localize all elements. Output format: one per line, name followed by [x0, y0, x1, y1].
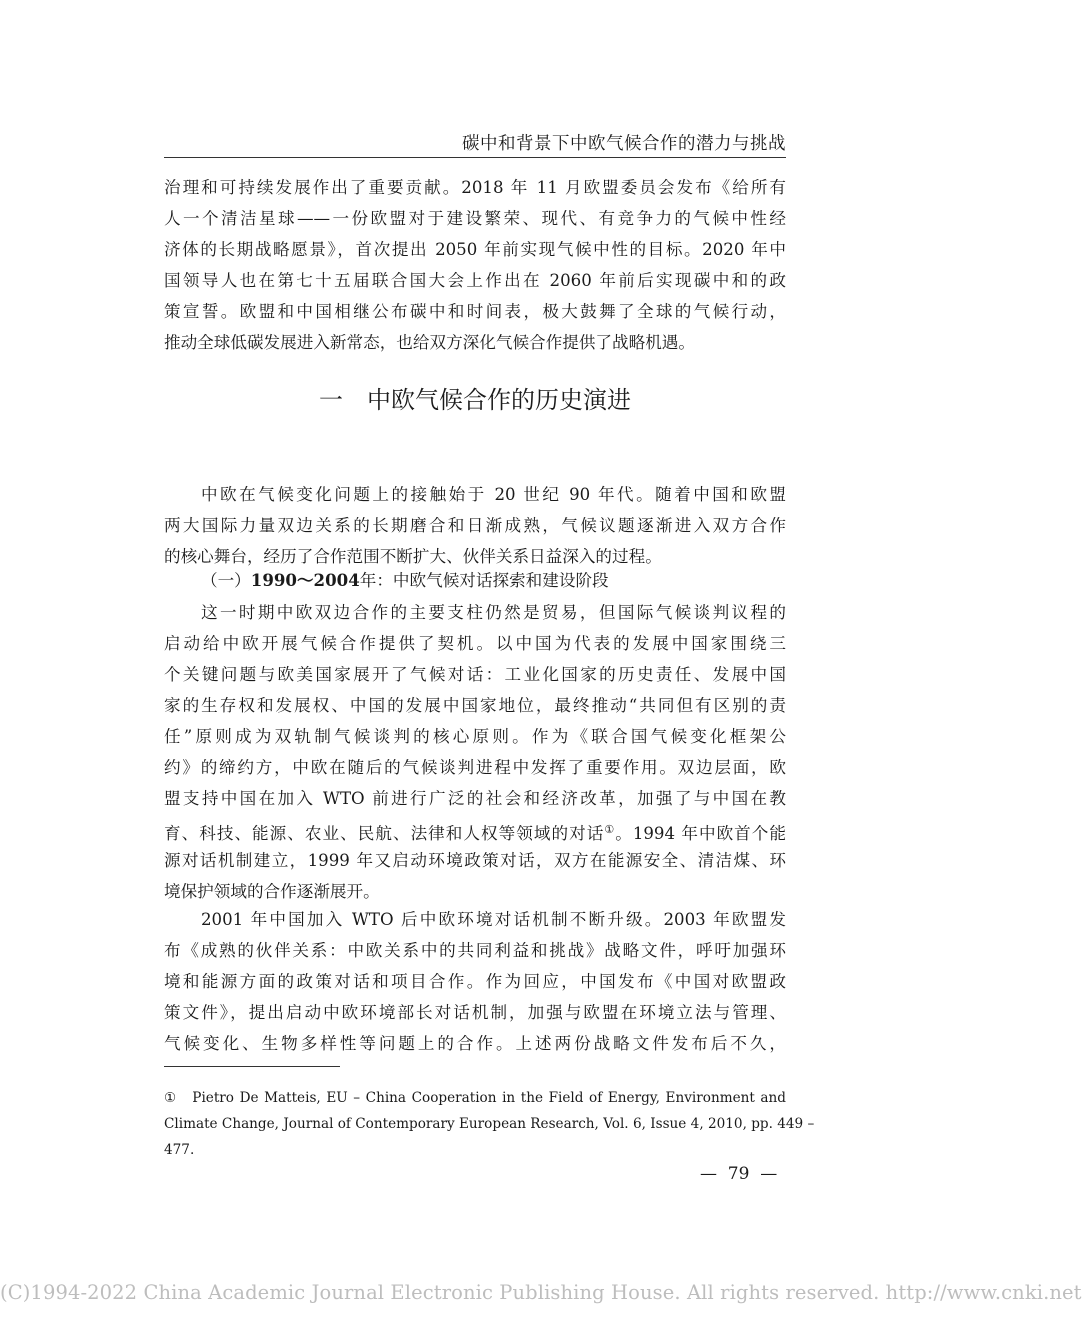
text-line: 启动给中欧开展气候合作提供了契机。以中国为代表的发展中国家围绕三 — [164, 634, 786, 653]
subsection-prefix: （一） — [201, 571, 251, 590]
text-line: 的核心舞台，经历了合作范围不断扩大、伙伴关系日益深入的过程。 — [164, 547, 662, 566]
text-line: 源对话机制建立，1999 年又启动环境政策对话，双方在能源安全、清洁煤、环 — [164, 851, 786, 870]
text-line: 这一时期中欧双边合作的主要支柱仍然是贸易，但国际气候谈判议程的 — [201, 603, 786, 622]
text-line: 气候变化、生物多样性等问题上的合作。上述两份战略文件发布后不久， — [164, 1034, 786, 1053]
text-line: 任”原则成为双轨制气候谈判的核心原则。作为《联合国气候变化框架公 — [164, 727, 786, 746]
text-line: 家的生存权和发展权、中国的发展中国家地位，最终推动“共同但有区别的责 — [164, 696, 786, 715]
text-line: 中欧在气候变化问题上的接触始于 20 世纪 90 年代。随着中国和欧盟 — [201, 485, 786, 504]
text-line: 人一个清洁星球——一份欧盟对于建设繁荣、现代、有竞争力的气候中性经 — [164, 209, 786, 228]
section-title: 一 中欧气候合作的历史演进 — [319, 386, 631, 414]
text-line: 个关键问题与欧美国家展开了气候对话：工业化国家的历史责任、发展中国 — [164, 665, 786, 684]
text-line: 两大国际力量双边关系的长期磨合和日渐成熟，气候议题逐渐进入双方合作 — [164, 516, 786, 535]
text-line: 境保护领域的合作逐渐展开。 — [164, 882, 380, 901]
text-segment: 育、科技、能源、农业、民航、法律和人权等领域的对话 — [164, 824, 605, 843]
copyright-watermark: (C)1994-2022 China Academic Journal Electronic Publishing House. All rights reserved. http://www.cnki.net — [0, 1281, 1082, 1304]
subsection-heading — [201, 565, 609, 596]
text-line: 济体的长期战略愿景》，首次提出 2050 年前实现气候中性的目标。2020 年中 — [164, 240, 786, 259]
header-rule — [164, 157, 786, 158]
running-title: 碳中和背景下中欧气候合作的潜力与挑战 — [462, 134, 786, 154]
footnote-rule — [164, 1066, 340, 1067]
subsection-suffix: 年：中欧气候对话探索和建设阶段 — [359, 571, 609, 590]
text-line: 境和能源方面的政策对话和项目合作。作为回应，中国发布《中国对欧盟政 — [164, 972, 786, 991]
text-line: 治理和可持续发展作出了重要贡献。2018 年 11 月欧盟委员会发布《给所有 — [164, 178, 786, 197]
footnote-line: 477. — [164, 1142, 195, 1158]
text-line — [164, 814, 786, 845]
text-line: 策宣誓。欧盟和中国相继公布碳中和时间表，极大鼓舞了全球的气候行动， — [164, 302, 786, 321]
footnote-line: ① Pietro De Matteis, EU – China Cooperation in the Field of Energy, Environment and — [164, 1090, 786, 1106]
text-line: 推动全球低碳发展进入新常态，也给双方深化气候合作提供了战略机遇。 — [164, 333, 695, 352]
text-line: 盟支持中国在加入 WTO 前进行广泛的社会和经济改革，加强了与中国在教 — [164, 789, 786, 808]
text-segment: 。1994 年中欧首个能 — [615, 824, 786, 843]
text-line: 策文件》，提出启动中欧环境部长对话机制，加强与欧盟在环境立法与管理、 — [164, 1003, 786, 1022]
footnote-line: Climate Change, Journal of Contemporary European Research, Vol. 6, Issue 4, 2010, pp. 449 – — [164, 1116, 815, 1132]
subsection-years: 1990～2004 — [250, 570, 360, 590]
footnote-reference[interactable]: ① — [604, 823, 616, 836]
text-line: 国领导人也在第七十五届联合国大会上作出在 2060 年前后实现碳中和的政 — [164, 271, 786, 290]
page-number: — 79 — — [700, 1164, 778, 1184]
text-line: 约》的缔约方，中欧在随后的气候谈判进程中发挥了重要作用。双边层面，欧 — [164, 758, 786, 777]
text-line: 2001 年中国加入 WTO 后中欧环境对话机制不断升级。2003 年欧盟发 — [201, 910, 786, 929]
text-line: 布《成熟的伙伴关系：中欧关系中的共同利益和挑战》战略文件，呼吁加强环 — [164, 941, 786, 960]
